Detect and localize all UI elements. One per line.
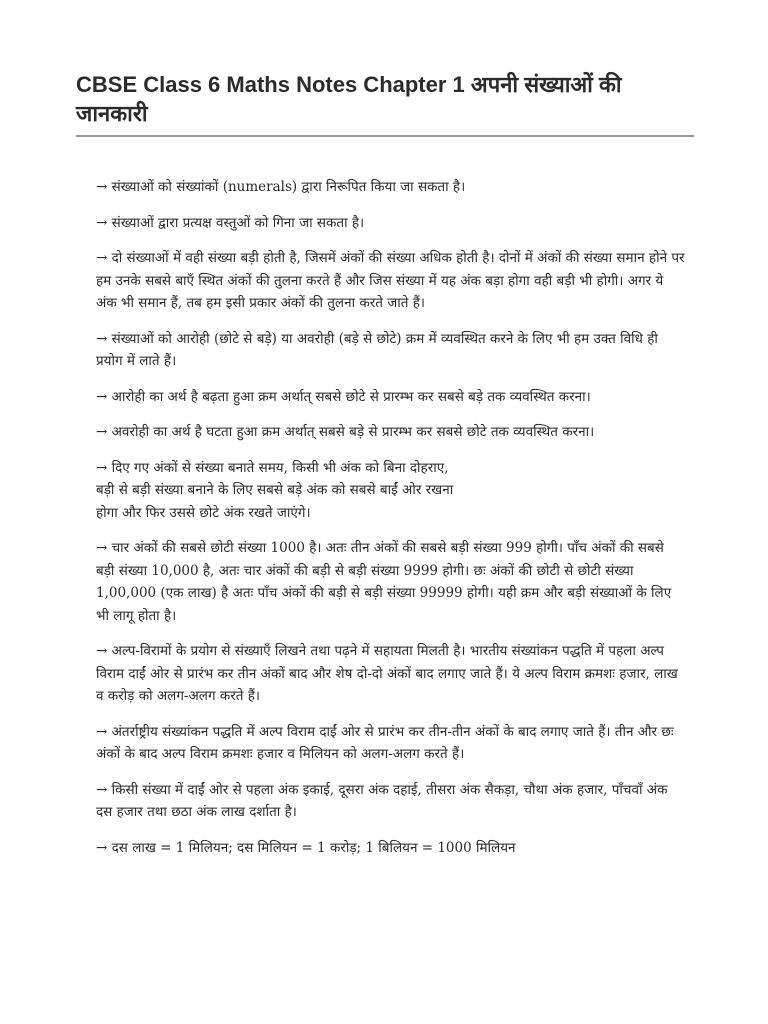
title-divider — [76, 135, 694, 137]
note-conversions: → दस लाख = 1 मिलियन; दस मिलियन = 1 करोड़; 1 बिलियन = 1000 मिलियन — [96, 839, 516, 856]
note-digit-counts: → चार अंकों की सबसे छोटी संख्या 1000 है। अतः तीन अंकों की सबसे बड़ी संख्या 999 होगी। पाँच अंकों की सबसे बड़ी संख्या 10,000 है, अतः चार अंकों की बड़ी से बड़ी संख्या 9999 होगी। छः अंकों की छोटी से छोटी संख्या 1,00,000 (एक लाख) है अतः पाँच अंकों की बड़ी से बड़ी संख्या 99999 होगी। यही क्रम और बड़ी संख्याओं के लिए भी लागू होता है। — [96, 540, 672, 624]
note-counting: → संख्याओं द्वारा प्रत्यक्ष वस्तुओं को गिना जा सकता है। — [96, 214, 365, 231]
note-ascending-order: → आरोही का अर्थ है बढ़ता हुआ क्रम अर्थात् सबसे छोटे से प्रारम्भ कर सबसे बड़े तक व्यवस्थित करना। — [96, 388, 591, 405]
notes-list — [96, 176, 686, 872]
note-place-values: → किसी संख्या में दाईं ओर से पहला अंक इकाई, दूसरा अंक दहाई, तीसरा अंक सैकड़ा, चौथा अंक हजार, पाँचवाँ अंक दस हजार तथा छठा अंक लाख दर्शाता है। — [96, 781, 668, 820]
note-line: → दिए गए अंकों से संख्या बनाते समय, किसी भी अंक को बिना दोहराए, — [96, 459, 449, 476]
note-forming-greatest-number — [96, 457, 686, 525]
note-line: होगा और फिर उससे छोटे अंक रखते जाएंगे। — [96, 504, 311, 521]
note-line: बड़ी से बड़ी संख्या बनाने के लिए सबसे बड़े अंक को सबसे बाईं ओर रखना — [96, 482, 454, 498]
note-international-system: → अंतर्राष्ट्रीय संख्यांकन पद्धति में अल्प विराम दाईं ओर से प्रारंभ कर तीन-तीन अंकों के बाद लगाए जाते हैं। तीन और छः अंकों के बाद अल्प विराम क्रमशः हजार व मिलियन को अलग-अलग करते हैं। — [96, 723, 674, 762]
note-comparing-numbers: → दो संख्याओं में वही संख्या बड़ी होती है, जिसमें अंकों की संख्या अधिक होती है। दोनों में अंकों की संख्या समान होने पर हम उनके सबसे बाएँ स्थित अंकों की तुलना करते हैं और जिस संख्या में यह अंक बड़ा होगा वही बड़ी भी होगी। अगर ये अंक भी समान हैं, तब हम इसी प्रकार अंकों की तुलना करते जाते हैं। — [96, 250, 685, 311]
note-indian-system: → अल्प-विरामों के प्रयोग से संख्याएँ लिखने तथा पढ़ने में सहायता मिलती है। भारतीय संख्यांकन पद्धति में पहला अल्प विराम दाईं ओर से प्रारंभ कर तीन अंकों बाद और शेष दो-दो अंकों बाद लगाए जाते हैं। ये अल्प विराम क्रमशः हजार, लाख व करोड़ को अलग-अलग करते हैं। — [96, 643, 678, 704]
page-title: CBSE Class 6 Maths Notes Chapter 1 अपनी संख्याओं की जानकारी — [76, 72, 622, 126]
note-ordering-method: → संख्याओं को आरोही (छोटे से बड़े) या अवरोही (बड़े से छोटे) क्रम में व्यवस्थित करने के लिए भी हम उक्त विधि ही प्रयोग में लाते हैं। — [96, 330, 658, 369]
note-numerals: → संख्याओं को संख्यांकों (numerals) द्वारा निरूपित किया जा सकता है। — [96, 179, 466, 195]
note-descending-order: → अवरोही का अर्थ है घटता हुआ क्रम अर्थात् सबसे बड़े से प्रारम्भ कर सबसे छोटे तक व्यवस्थित करना। — [96, 424, 595, 440]
